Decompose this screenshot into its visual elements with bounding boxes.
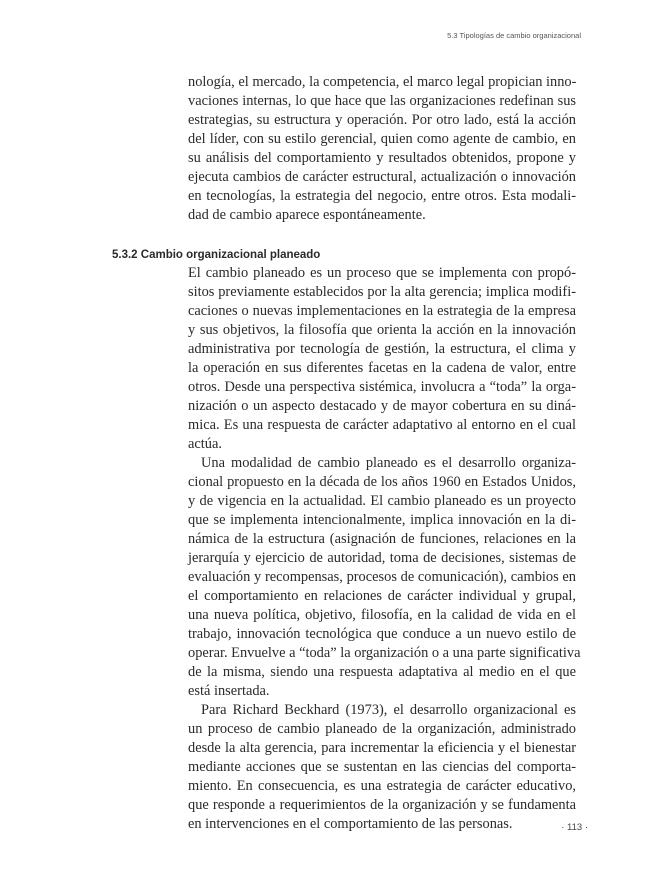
text-line: administrativa por tecnología de gestión, la estructura, el clima y	[188, 341, 576, 357]
text-line: estrategias, su estructura y operación. Por otro lado, está la acción	[188, 112, 576, 128]
text-line: ejecuta cambios de carácter estructural, actualización o innovación	[188, 169, 576, 185]
section-heading: 5.3.2 Cambio organizacional planeado	[112, 249, 321, 261]
continued-paragraph	[188, 73, 576, 225]
text-line: en tecnologías, la estrategia del negocio, entre otros. Esta modali-	[188, 188, 576, 204]
text-line: sitos previamente establecidos por la alta gerencia; implica modifi-	[188, 284, 576, 300]
text-line: desde la alta gerencia, para incrementar la eficiencia y el bienestar	[188, 740, 576, 756]
text-line: Una modalidad de cambio planeado es el desarrollo organiza-	[201, 455, 576, 471]
text-line: que responde a requerimientos de la organización y se fundamenta	[188, 797, 576, 813]
text-line: miento. En consecuencia, es una estrategia de carácter educativo,	[188, 778, 576, 794]
text-line: actúa.	[188, 436, 222, 452]
text-line: El cambio planeado es un proceso que se implementa con propó-	[188, 265, 576, 281]
text-line: el comportamiento en relaciones de carácter individual y grupal,	[188, 588, 576, 604]
text-line: vaciones internas, lo que hace que las organizaciones redefinan sus	[188, 93, 576, 109]
text-line: mediante acciones que se sustentan en las ciencias del comporta-	[188, 759, 576, 775]
text-line: operar. Envuelve a “toda” la organización o a una parte significativa	[188, 645, 581, 661]
text-line: námica de la estructura (asignación de funciones, relaciones en la	[188, 531, 576, 547]
text-line: su análisis del comportamiento y resultados obtenidos, propone y	[188, 150, 576, 166]
text-line: dad de cambio aparece espontáneamente.	[188, 207, 426, 223]
text-line: otros. Desde una perspectiva sistémica, involucra a “toda” la orga-	[188, 379, 576, 395]
text-line: jerarquía y ejercicio de autoridad, toma de decisiones, sistemas de	[188, 550, 576, 566]
text-line: Para Richard Beckhard (1973), el desarrollo organizacional es	[201, 702, 576, 718]
running-head: 5.3 Tipologías de cambio organizacional	[447, 31, 581, 40]
text-line: y de vigencia en la actualidad. El cambio planeado es un proyecto	[188, 493, 576, 509]
text-line: la operación en sus diferentes facetas en la cadena de valor, entre	[188, 360, 576, 376]
text-line: nología, el mercado, la competencia, el marco legal propician inno-	[188, 74, 577, 90]
text-line: en intervenciones en el comportamiento de las personas.	[188, 816, 513, 832]
text-line: de la misma, siendo una respuesta adaptativa al medio en el que	[188, 664, 576, 680]
text-line: nización o un aspecto destacado y de mayor cobertura en su diná-	[188, 398, 576, 414]
text-line: mica. Es una respuesta de carácter adaptativo al entorno en el cual	[188, 417, 576, 433]
section-body	[188, 264, 581, 834]
text-line: que se implementa intencionalmente, implica innovación en la di-	[188, 512, 576, 528]
text-line: una nueva política, objetivo, filosofía, en la calidad de vida en el	[188, 607, 576, 623]
page-number: · 113 ·	[561, 822, 588, 833]
paragraph-1	[188, 264, 576, 454]
text-line: del líder, con su estilo gerencial, quien como agente de cambio, en	[188, 131, 576, 147]
text-line: cional propuesto en la década de los años 1960 en Estados Unidos,	[188, 474, 576, 490]
text-line: está insertada.	[188, 683, 270, 699]
text-line: trabajo, innovación tecnológica que conduce a un nuevo estilo de	[188, 626, 576, 642]
text-line: y sus objetivos, la filosofía que orienta la acción en la innovación	[188, 322, 576, 338]
text-line: un proceso de cambio planeado de la organización, administrado	[188, 721, 576, 737]
paragraph-2	[188, 454, 581, 701]
text-line: caciones o nuevas implementaciones en la estrategia de la empresa	[188, 303, 576, 319]
paragraph-3	[188, 701, 576, 834]
text-line: evaluación y recompensas, procesos de comunicación), cambios en	[188, 569, 576, 585]
